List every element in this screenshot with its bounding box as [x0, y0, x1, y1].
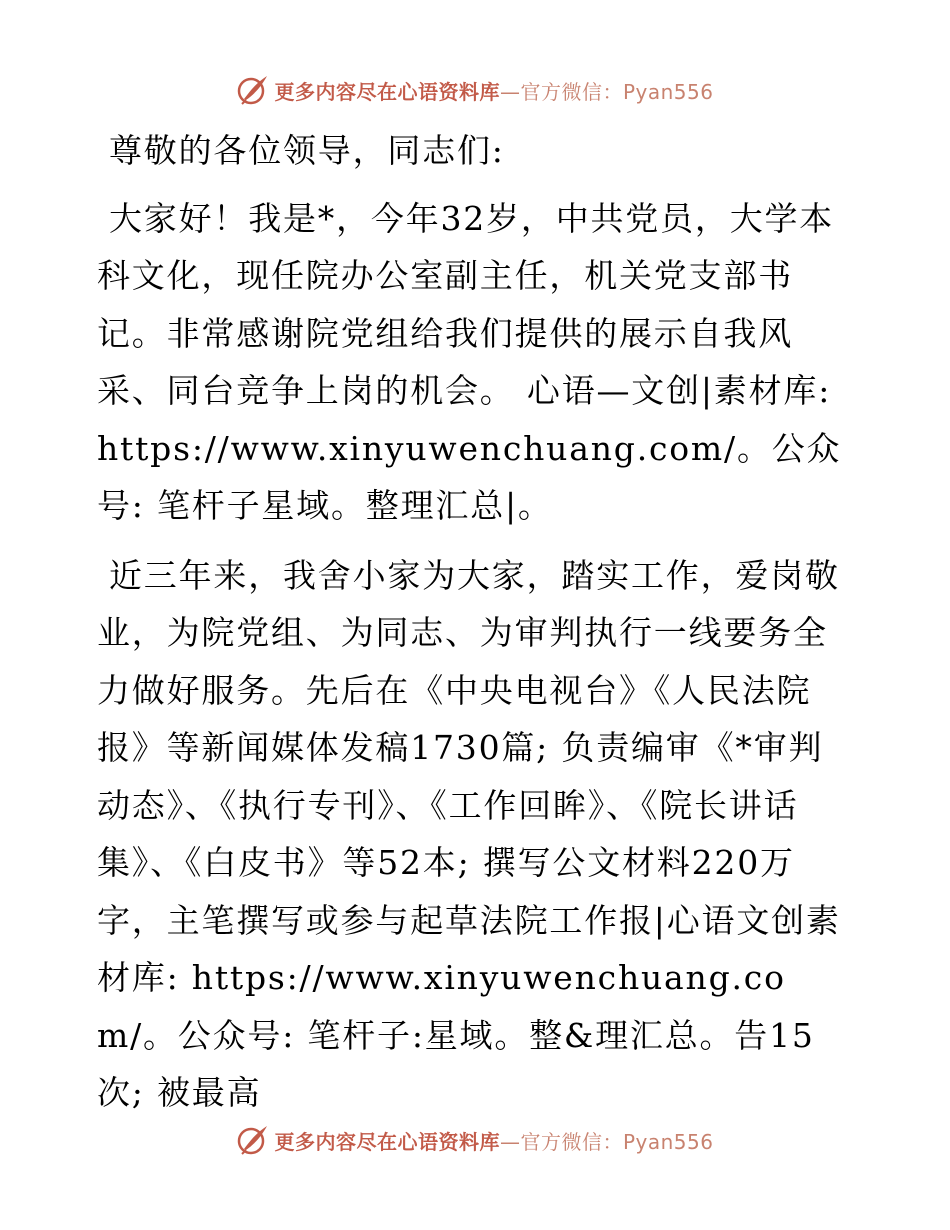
quill-logo-icon — [236, 1123, 270, 1157]
header-watermark — [0, 70, 950, 110]
watermark-text: 更多内容尽在心语资料库—官方微信：Pyan556 — [274, 1129, 714, 1154]
quill-logo-icon — [236, 73, 270, 107]
footer-watermark — [0, 1120, 950, 1160]
salutation: 尊敬的各位领导，同志们: — [109, 131, 505, 170]
watermark-text: 更多内容尽在心语资料库—官方微信：Pyan556 — [274, 79, 714, 104]
paragraph-achievements: 近三年来，我舍小家为大家，踏实工作，爱岗敬业，为院党组、为同志、为审判执行一线要务全力做好服务。先后在《中央电视台》《人民法院报》等新闻媒体发稿1730篇; 负责编审《*审判动态》、《执行专刊》、《工作回眸》、《院长讲话集》、《白皮书》等52本; 撰写公文材料220万字，主笔撰写或参与起草法院工作报|心语文创素材库: https://www.xinyuwenchuang.com/。公众号: 笔杆子:星域。整&理汇总。告15次; 被最高 — [97, 555, 841, 1112]
paragraph-intro: 大家好！我是*，今年32岁，中共党员，大学本科文化，现任院办公室副主任，机关党支部书记。非常感谢院党组给我们提供的展示自我风采、同台竞争上岗的机会。 心语—文创|素材库: https://www.xinyuwenchuang.com/。公众号: 笔杆子星域。整理汇总|。 — [97, 198, 842, 525]
document-body — [97, 122, 857, 1134]
